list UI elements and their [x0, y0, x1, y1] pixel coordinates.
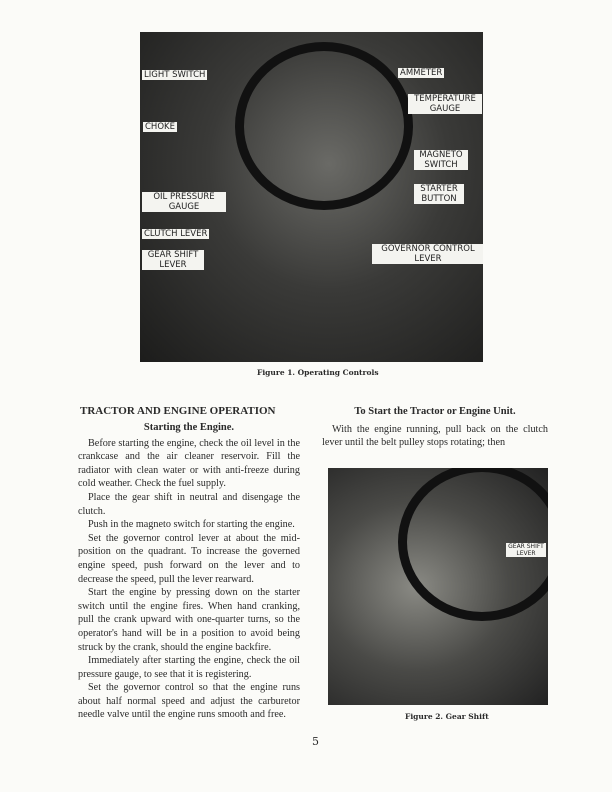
section-subtitle: Starting the Engine. [143, 422, 235, 433]
paragraph: Start the engine by pressing down on the starter switch until the engine fires. When hand cranking, pull the crank upward with one-quarter turns, so the operator's hand will be in a position to avoid being struck by the crank, should the engine backfire. [78, 587, 300, 653]
figure-2-caption: Figure 2. Gear Shift [405, 712, 489, 721]
left-column [78, 421, 300, 722]
label-gear-shift-lever: GEAR SHIFT LEVER [506, 543, 546, 557]
paragraph: Place the gear shift in neutral and disengage the clutch. [78, 491, 300, 517]
right-column [322, 405, 548, 450]
figure-1-caption: Figure 1. Operating Controls [257, 368, 379, 377]
steering-wheel [235, 42, 413, 210]
paragraph: Push in the magneto switch for starting the engine. [88, 519, 295, 531]
label-governor-control-lever: GOVERNOR CONTROL LEVER [372, 244, 483, 264]
section-title: TRACTOR AND ENGINE OPERATION [80, 405, 276, 417]
label-temperature-gauge: TEMPERATURE GAUGE [408, 94, 482, 114]
label-oil-pressure-gauge: OIL PRESSURE GAUGE [142, 192, 226, 212]
section2-subtitle: To Start the Tractor or Engine Unit. [354, 406, 516, 417]
label-magneto-switch: MAGNETO SWITCH [414, 150, 468, 170]
paragraph: Before starting the engine, check the oil level in the crankcase and the air cleaner reservoir. Fill the radiator with clean water or with anti-freeze during cold weather. Check the fuel supply. [78, 437, 300, 490]
page-number: 5 [312, 735, 319, 748]
label-clutch-lever: CLUTCH LEVER [144, 229, 208, 239]
paragraph: Set the governor control so that the engine runs about half normal speed and adjust the carburetor needle valve until the engine runs smooth and free. [78, 682, 300, 721]
label-starter-button: STARTER BUTTON [414, 184, 464, 204]
label-ammeter: AMMETER [400, 68, 443, 78]
figure-1-photo [140, 32, 483, 362]
label-gear-shift-lever: GEAR SHIFT LEVER [142, 250, 204, 270]
paragraph: With the engine running, pull back on the clutch lever until the belt pulley stops rotating; then [322, 423, 548, 449]
paragraph: Set the governor control lever at about the mid-position on the quadrant. To increase the governed engine speed, push forward on the lever and to decrease the speed, pull the lever rearward. [78, 532, 300, 585]
label-choke: CHOKE [145, 122, 175, 132]
paragraph: Immediately after starting the engine, check the oil pressure gauge, to see that it is registering. [78, 655, 300, 680]
figure-2-photo [328, 468, 548, 705]
label-light-switch: LIGHT SWITCH [144, 70, 206, 80]
